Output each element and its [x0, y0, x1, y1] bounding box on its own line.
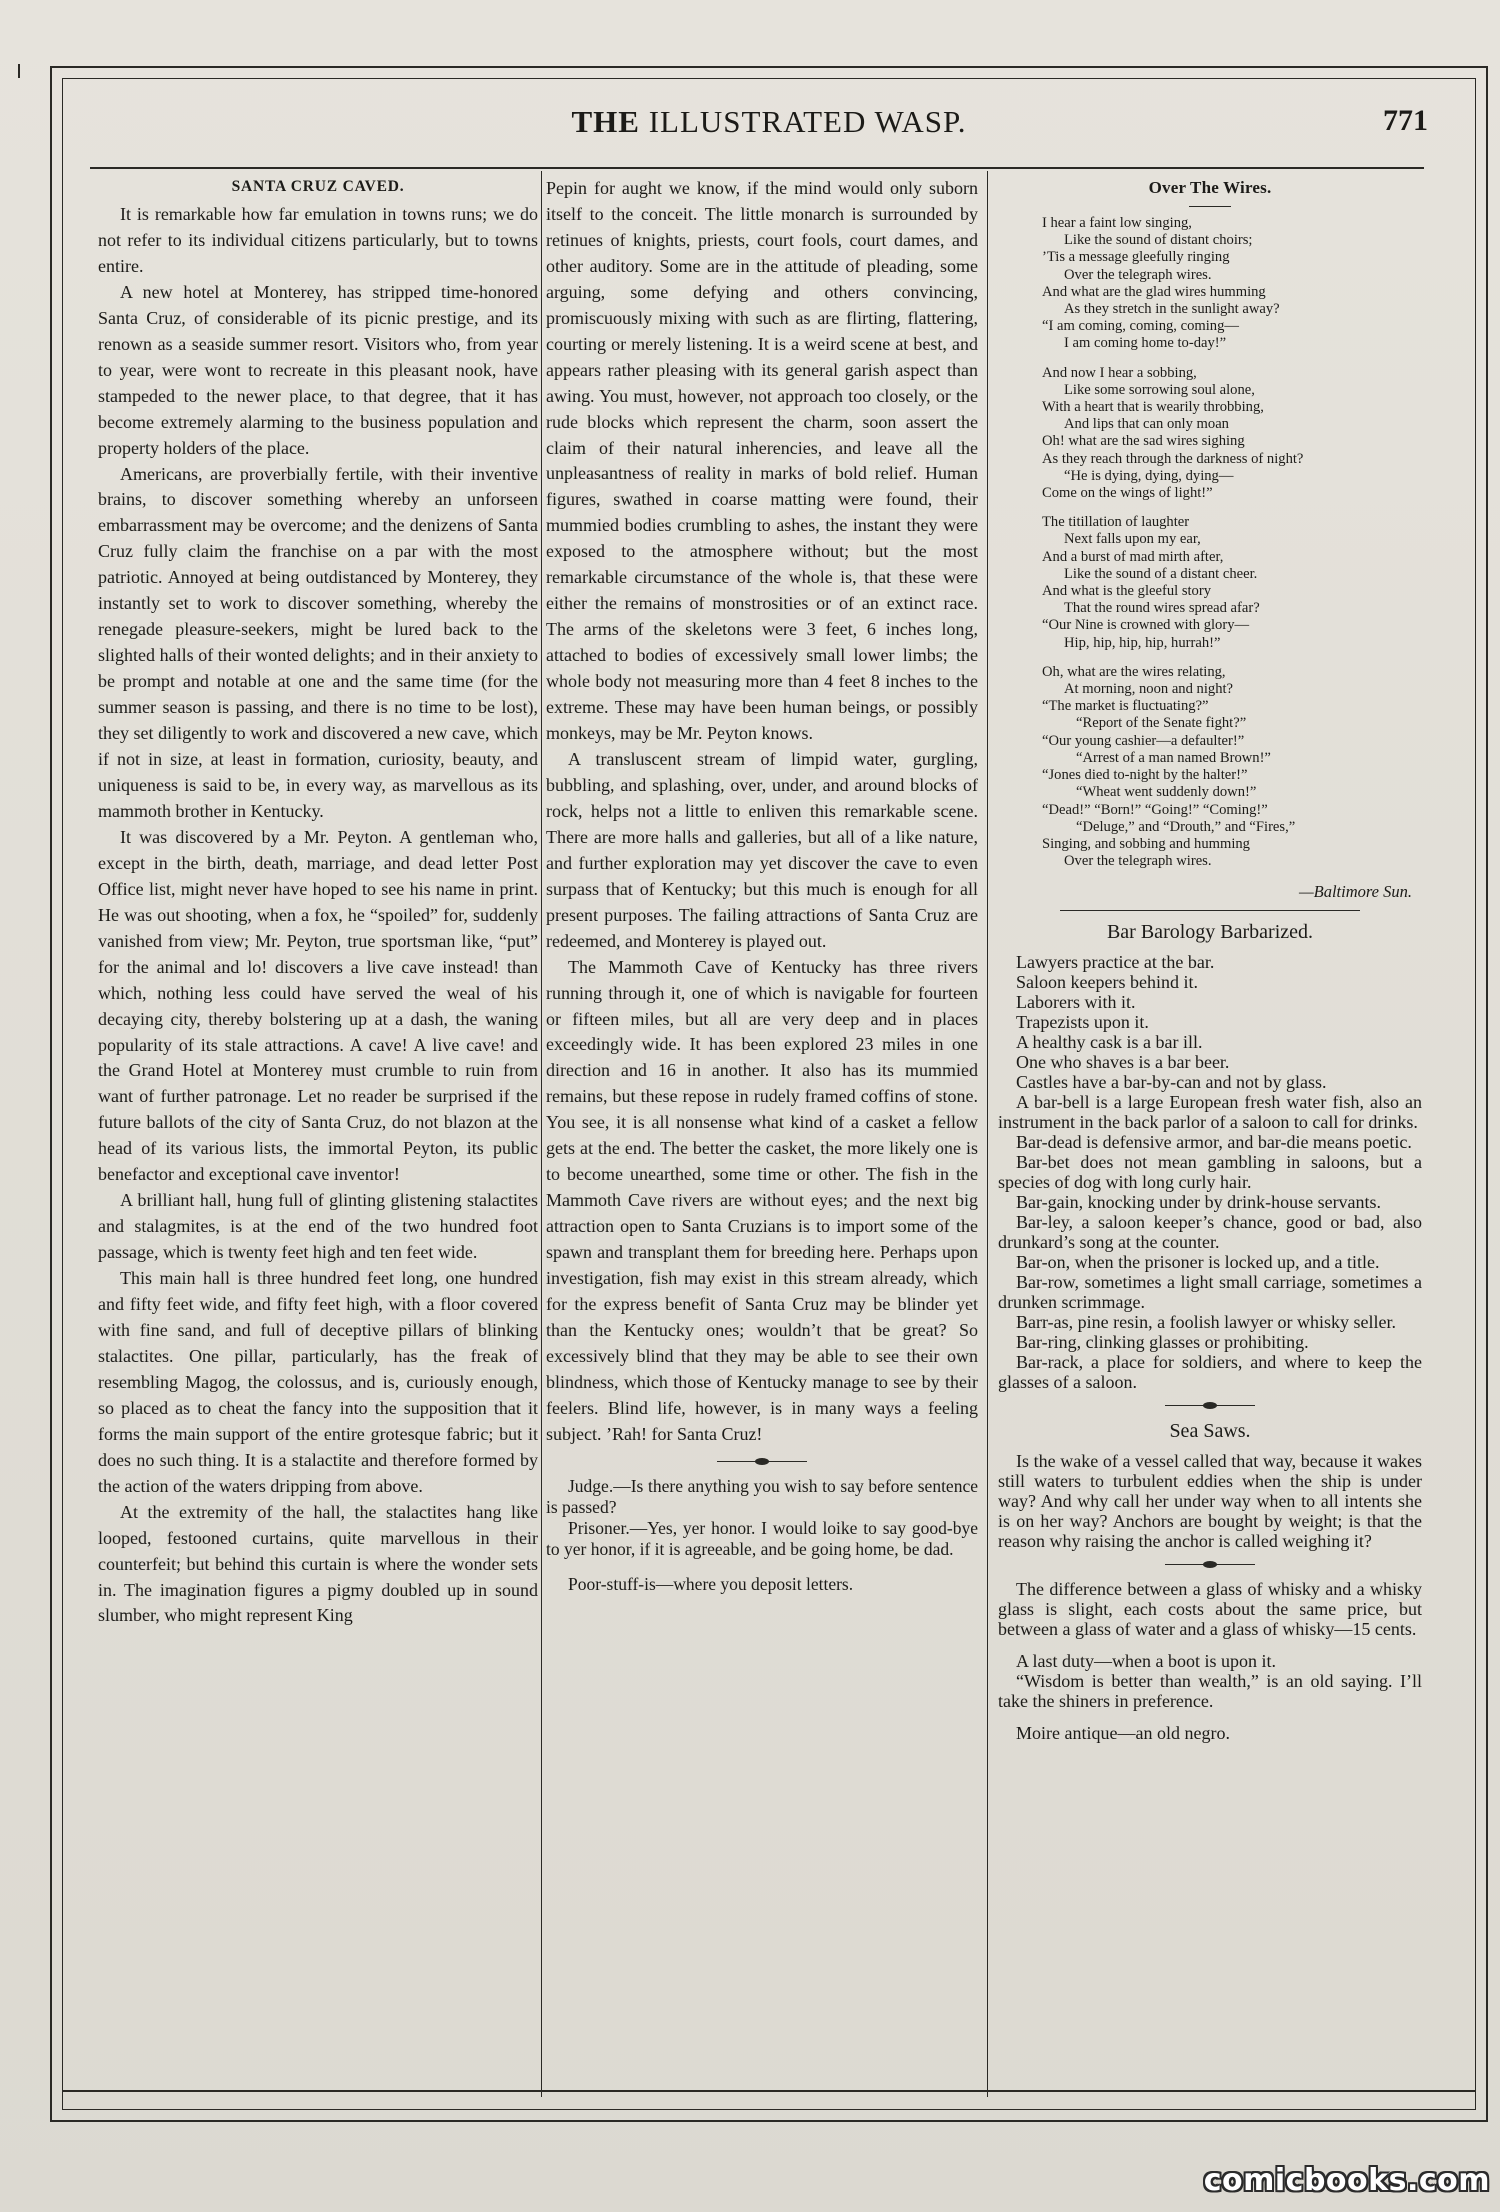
- poem-stanza: [1042, 664, 1422, 870]
- sea-saws-paragraph: Is the wake of a vessel called that way, because it wakes still waters to turbulent eddies when the ship is under way? And why call her under way when to all intents she is on her way? Anchors are bought by weight; is that the reason why raising the anchor is called weighing it?: [998, 1451, 1422, 1552]
- page-edge-mark: [18, 64, 20, 78]
- column-3: [998, 176, 1422, 1743]
- article-paragraph: It was discovered by a Mr. Peyton. A gentleman who, except in the birth, death, marriage, and dead letter Post Office list, might never have hoped to see his name in print. He was out shooting, when a fox, he “spoiled” for, suddenly vanished from view; Mr. Peyton, true sportsman like, “put” for the animal and lo! discovers a live cave instead! than which, nothing less could have served the weal of his decaying city, thereby bolstering up at a dash, the waning popularity of its stale attractions. A cave! A live cave! and the Grand Hotel at Monterey must crumble to ruin from want of further patronage. Let no reader be surprised if the future ballots of the city of Santa Cruz, do not blazon at the head of its various lists, the immortal Peyton, its public benefactor and exceptional cave inventor!: [98, 826, 538, 1185]
- article-paragraph: A transluscent stream of limpid water, gurgling, bubbling, and splashing, over, under, and around blocks of rock, helps not a little to enliven this remarkable scene. There are more halls and galleries, but all of a like nature, and further exploration may yet discover the cave to even surpass that of Kentucky; but this much is enough for all present purposes. The failing attractions of Santa Cruz are redeemed, and Monterey is played out.: [546, 748, 978, 951]
- poem-line: Next falls upon my ear,: [1064, 531, 1201, 548]
- poem-line: And a burst of mad mirth after,: [1042, 548, 1224, 565]
- section-ornament: [717, 1458, 807, 1466]
- masthead-title: ILLUSTRATED WASP.: [648, 104, 967, 139]
- section-rule: [1060, 910, 1360, 911]
- article-paragraph: A brilliant hall, hung full of glinting glistening stalactites and stalagmites, is at the end of the two hundred foot passage, which is twenty feet high and ten feet wide.: [98, 1190, 538, 1263]
- article-title: SANTA CRUZ CAVED.: [231, 178, 405, 195]
- bar-line: Bar-on, when the prisoner is locked up, and a title.: [1016, 1252, 1380, 1273]
- bar-line: Laborers with it.: [1016, 992, 1136, 1013]
- poem-line: Come on the wings of light!”: [1042, 485, 1213, 502]
- poem-stanza: [1042, 215, 1422, 353]
- masthead-the: THE: [571, 104, 640, 139]
- footer-rule: [62, 2090, 1476, 2092]
- article-paragraph: Pepin for aught we know, if the mind would only suborn itself to the conceit. The little monarch is surrounded by retinues of knights, priests, court fools, court dames, and other auditory. Some are in the attitude of pleading, some arguing, some defying and others convincing, promiscuously mixing with such as are flirting, flattering, courting or merely listening. It is a weird scene at best, and appears rather pleasing with its general garish aspect than awing. You must, however, not approach too closely, or the rude blocks which represent the charm, soon assert the claim of their natural inherencies, and leave all the unpleasantness of reality in marks of bold relief. Human figures, swathed in coarse matting were found, their mummied bodies crumbling to ashes, the instant they were exposed to the atmosphere without; but the most remarkable circumstance of the whole is, that these were either the remains of monstrosities or of an extinct race. The arms of the skeletons were 3 feet, 6 inches long, attached to bodies of excessively small lower limbs; the whole body not measuring more than 4 feet 8 inches to the extreme. These may have been human beings, or possibly monkeys, may be Mr. Peyton knows.: [546, 178, 978, 744]
- column-1: [98, 176, 538, 1629]
- last-duty-line: A last duty—when a boot is upon it.: [1016, 1651, 1276, 1672]
- bar-line: One who shaves is a bar beer.: [1016, 1052, 1230, 1073]
- bar-line: Bar-bet does not mean gambling in saloons, but a species of dog with long curly hair.: [998, 1152, 1422, 1193]
- bar-line: Lawyers practice at the bar.: [1016, 952, 1215, 973]
- joke-line: Poor-stuff-is—where you deposit letters.: [568, 1573, 854, 1594]
- site-watermark: comicbooks.com: [1203, 2163, 1490, 2198]
- poem-line: And what is the gleeful story: [1042, 583, 1212, 600]
- bar-line: Barr-as, pine resin, a foolish lawyer or whisky seller.: [1016, 1312, 1397, 1333]
- bar-line: Trapezists upon it.: [1016, 1012, 1149, 1033]
- poem-line: “Our Nine is crowned with glory—: [1042, 617, 1250, 634]
- bar-line: Bar-ley, a saloon keeper’s chance, good or bad, also drunkard’s song at the counter.: [998, 1212, 1422, 1253]
- poem-line: At morning, noon and night?: [1064, 681, 1234, 698]
- article-paragraph: At the extremity of the hall, the stalactites hang like looped, festooned curtains, quite marvellous in their counterfeit; but behind this curtain is where the wonder sets in. The imagination figures a pigmy doubled up in sound slumber, who might represent King: [98, 1501, 538, 1626]
- joke-line: Judge.—Is there anything you wish to say before sentence is passed?: [546, 1475, 978, 1517]
- poem-line: “Deluge,” and “Drouth,” and “Fires,”: [1076, 818, 1296, 835]
- poem-line: “Dead!” “Born!” “Going!” “Coming!”: [1042, 801, 1268, 818]
- article-paragraph: The Mammoth Cave of Kentucky has three rivers running through it, one of which is navigable for fourteen or fifteen miles, but all are very deep and in places exceedingly wide. It has been explored 23 miles in one direction and 16 in another. It also has its mummied remains, but these repose in rudely framed coffins of stone. You see, it is all nonsense what kind of a casket a fellow gets at the end. The better the casket, the more likely one is to become unearthed, some time or other. The fish in the Mammoth Cave rivers are without eyes; and the next big attraction open to Santa Cruzians is to import some of the spawn and transplant them for breeding here. Perhaps upon investigation, fish may exist in this stream already, which for the express benefit of Santa Cruz may be blinder yet than the Kentucky ones; wouldn’t that be great? So excessively blind that they may be able to see their own blindness, which those of Kentucky manage to see by their feelers. Blind life, however, is in many ways a feeling subject. ’Rah! for Santa Cruz!: [546, 956, 978, 1444]
- bar-line: A healthy cask is a bar ill.: [1016, 1032, 1203, 1053]
- masthead: [62, 104, 1476, 140]
- wisdom-line: “Wisdom is better than wealth,” is an old saying. I’ll take the shiners in preference.: [998, 1671, 1422, 1712]
- poem-line: As they stretch in the sunlight away?: [1064, 301, 1280, 318]
- column-divider-2: [987, 171, 988, 2097]
- poem-line: ’Tis a message gleefully ringing: [1042, 249, 1230, 266]
- poem-attribution: —Baltimore Sun.: [1298, 882, 1412, 902]
- poem-line: Like the sound of a distant cheer.: [1064, 565, 1258, 582]
- poem-line: As they reach through the darkness of night?: [1042, 450, 1304, 467]
- bar-line: Bar-row, sometimes a light small carriage, sometimes a drunken scrimmage.: [998, 1272, 1422, 1313]
- joke-line: Prisoner.—Yes, yer honor. I would loike to say good-bye to yer honor, if it is agreeable, and be going home, be dad.: [546, 1517, 978, 1559]
- poem-line: That the round wires spread afar?: [1064, 600, 1260, 617]
- page-number: 771: [1383, 104, 1428, 137]
- title-rule: [1189, 206, 1231, 207]
- bar-line: Bar-gain, knocking under by drink-house servants.: [1016, 1192, 1382, 1213]
- poem-line: Oh! what are the sad wires sighing: [1042, 433, 1245, 450]
- poem-title: Over The Wires.: [1148, 178, 1272, 197]
- poem-line: “Report of the Senate fight?”: [1076, 715, 1247, 732]
- column-2: [546, 176, 978, 1595]
- poem-line: Hip, hip, hip, hip, hurrah!”: [1064, 634, 1221, 651]
- poem-line: With a heart that is wearily throbbing,: [1042, 399, 1264, 416]
- poem-line: Like some sorrowing soul alone,: [1064, 381, 1255, 398]
- article-paragraph: Americans, are proverbially fertile, with their inventive brains, to discover something whereby an unforseen embarrassment may be overcome; and the denizens of Santa Cruz fully claim the franchise on a par with the most patriotic. Annoyed at being outdistanced by Monterey, they instantly set to work to discover something, whereby the renegade pleasure-seekers, might be lured back to the slighted halls of their wonted delights; and in their anxiety to be prompt and notable at one and the same time (for the summer season is passing, and there is no time to be lost), they set diligently to work and discovered a new cave, which if not in size, at least in formation, curiosity, beauty, and uniqueness is said to be, in every way, as marvellous as its mammoth brother in Kentucky.: [98, 463, 538, 821]
- poem-line: Oh, what are the wires relating,: [1042, 663, 1226, 680]
- poem-line: “Arrest of a man named Brown!”: [1076, 749, 1271, 766]
- poem-line: “Jones died to-night by the halter!”: [1042, 767, 1248, 784]
- poem-stanza: [1042, 365, 1422, 503]
- poem-line: I am coming home to-day!”: [1064, 335, 1227, 352]
- bar-barology-title: Bar Barology Barbarized.: [1106, 921, 1314, 944]
- poem-line: I hear a faint low singing,: [1042, 215, 1192, 231]
- article-paragraph: A new hotel at Monterey, has stripped time-honored Santa Cruz, of considerable of its picnic prestige, and its renown as a seaside summer resort. Visitors who, from year to year, were wont to recreate in this pleasant nook, have stampeded to the newer place, to that degree, that it has become extremely alarming to the business population and property holders of the place.: [98, 281, 538, 458]
- poem-line: And lips that can only moan: [1064, 416, 1229, 433]
- poem-line: And what are the glad wires humming: [1042, 283, 1266, 300]
- poem-line: Over the telegraph wires.: [1064, 853, 1212, 870]
- poem-line: “He is dying, dying, dying—: [1064, 467, 1234, 484]
- column-divider-1: [541, 171, 542, 2097]
- poem-line: Singing, and sobbing and humming: [1042, 835, 1250, 852]
- sea-saws-title: Sea Saws.: [1169, 1420, 1251, 1443]
- bar-line: Bar-dead is defensive armor, and bar-die means poetic.: [1016, 1132, 1412, 1153]
- section-ornament: [1165, 1561, 1255, 1569]
- poem-line: Like the sound of distant choirs;: [1064, 232, 1253, 249]
- poem-line: And now I hear a sobbing,: [1042, 364, 1197, 381]
- section-ornament: [1165, 1402, 1255, 1410]
- bar-line: Bar-ring, clinking glasses or prohibiting.: [1016, 1332, 1309, 1353]
- poem-line: “I am coming, coming, coming—: [1042, 318, 1239, 335]
- header-rule: [90, 167, 1424, 169]
- bar-line: Saloon keepers behind it.: [1016, 972, 1198, 993]
- bar-line: A bar-bell is a large European fresh water fish, also an instrument in the back parlor of a saloon to call for drinks.: [998, 1092, 1422, 1133]
- poem-line: The titillation of laughter: [1042, 514, 1190, 531]
- poem-stanza: [1042, 514, 1422, 652]
- poem-line: “Wheat went suddenly down!”: [1076, 784, 1257, 801]
- moire-line: Moire antique—an old negro.: [1016, 1723, 1230, 1744]
- bar-line: Bar-rack, a place for soldiers, and where to keep the glasses of a saloon.: [998, 1352, 1422, 1393]
- bar-line: Castles have a bar-by-can and not by glass.: [1016, 1072, 1327, 1093]
- poem-line: “Our young cashier—a defaulter!”: [1042, 732, 1245, 749]
- article-paragraph: This main hall is three hundred feet long, one hundred and fifty feet wide, and fifty feet high, with a floor covered with fine sand, and full of deceptive pillars of blinking stalactites. One pillar, particularly, has the freak of resembling Magog, the colossus, and is, curiously enough, so placed as to cheat the fancy into the supposition that it forms the main support of the entire grotesque fabric; but it does no such thing. It is a stalactite and therefore formed by the action of the waters dripping from above.: [98, 1268, 538, 1496]
- poem-line: Over the telegraph wires.: [1064, 266, 1212, 283]
- article-paragraph: It is remarkable how far emulation in towns runs; we do not refer to its individual citizens particularly, but to towns entire.: [98, 204, 538, 276]
- poem: [1042, 215, 1422, 870]
- whisky-paragraph: The difference between a glass of whisky and a whisky glass is slight, each costs about the same price, but between a glass of water and a glass of whisky—15 cents.: [998, 1579, 1422, 1640]
- poem-line: “The market is fluctuating?”: [1042, 698, 1209, 715]
